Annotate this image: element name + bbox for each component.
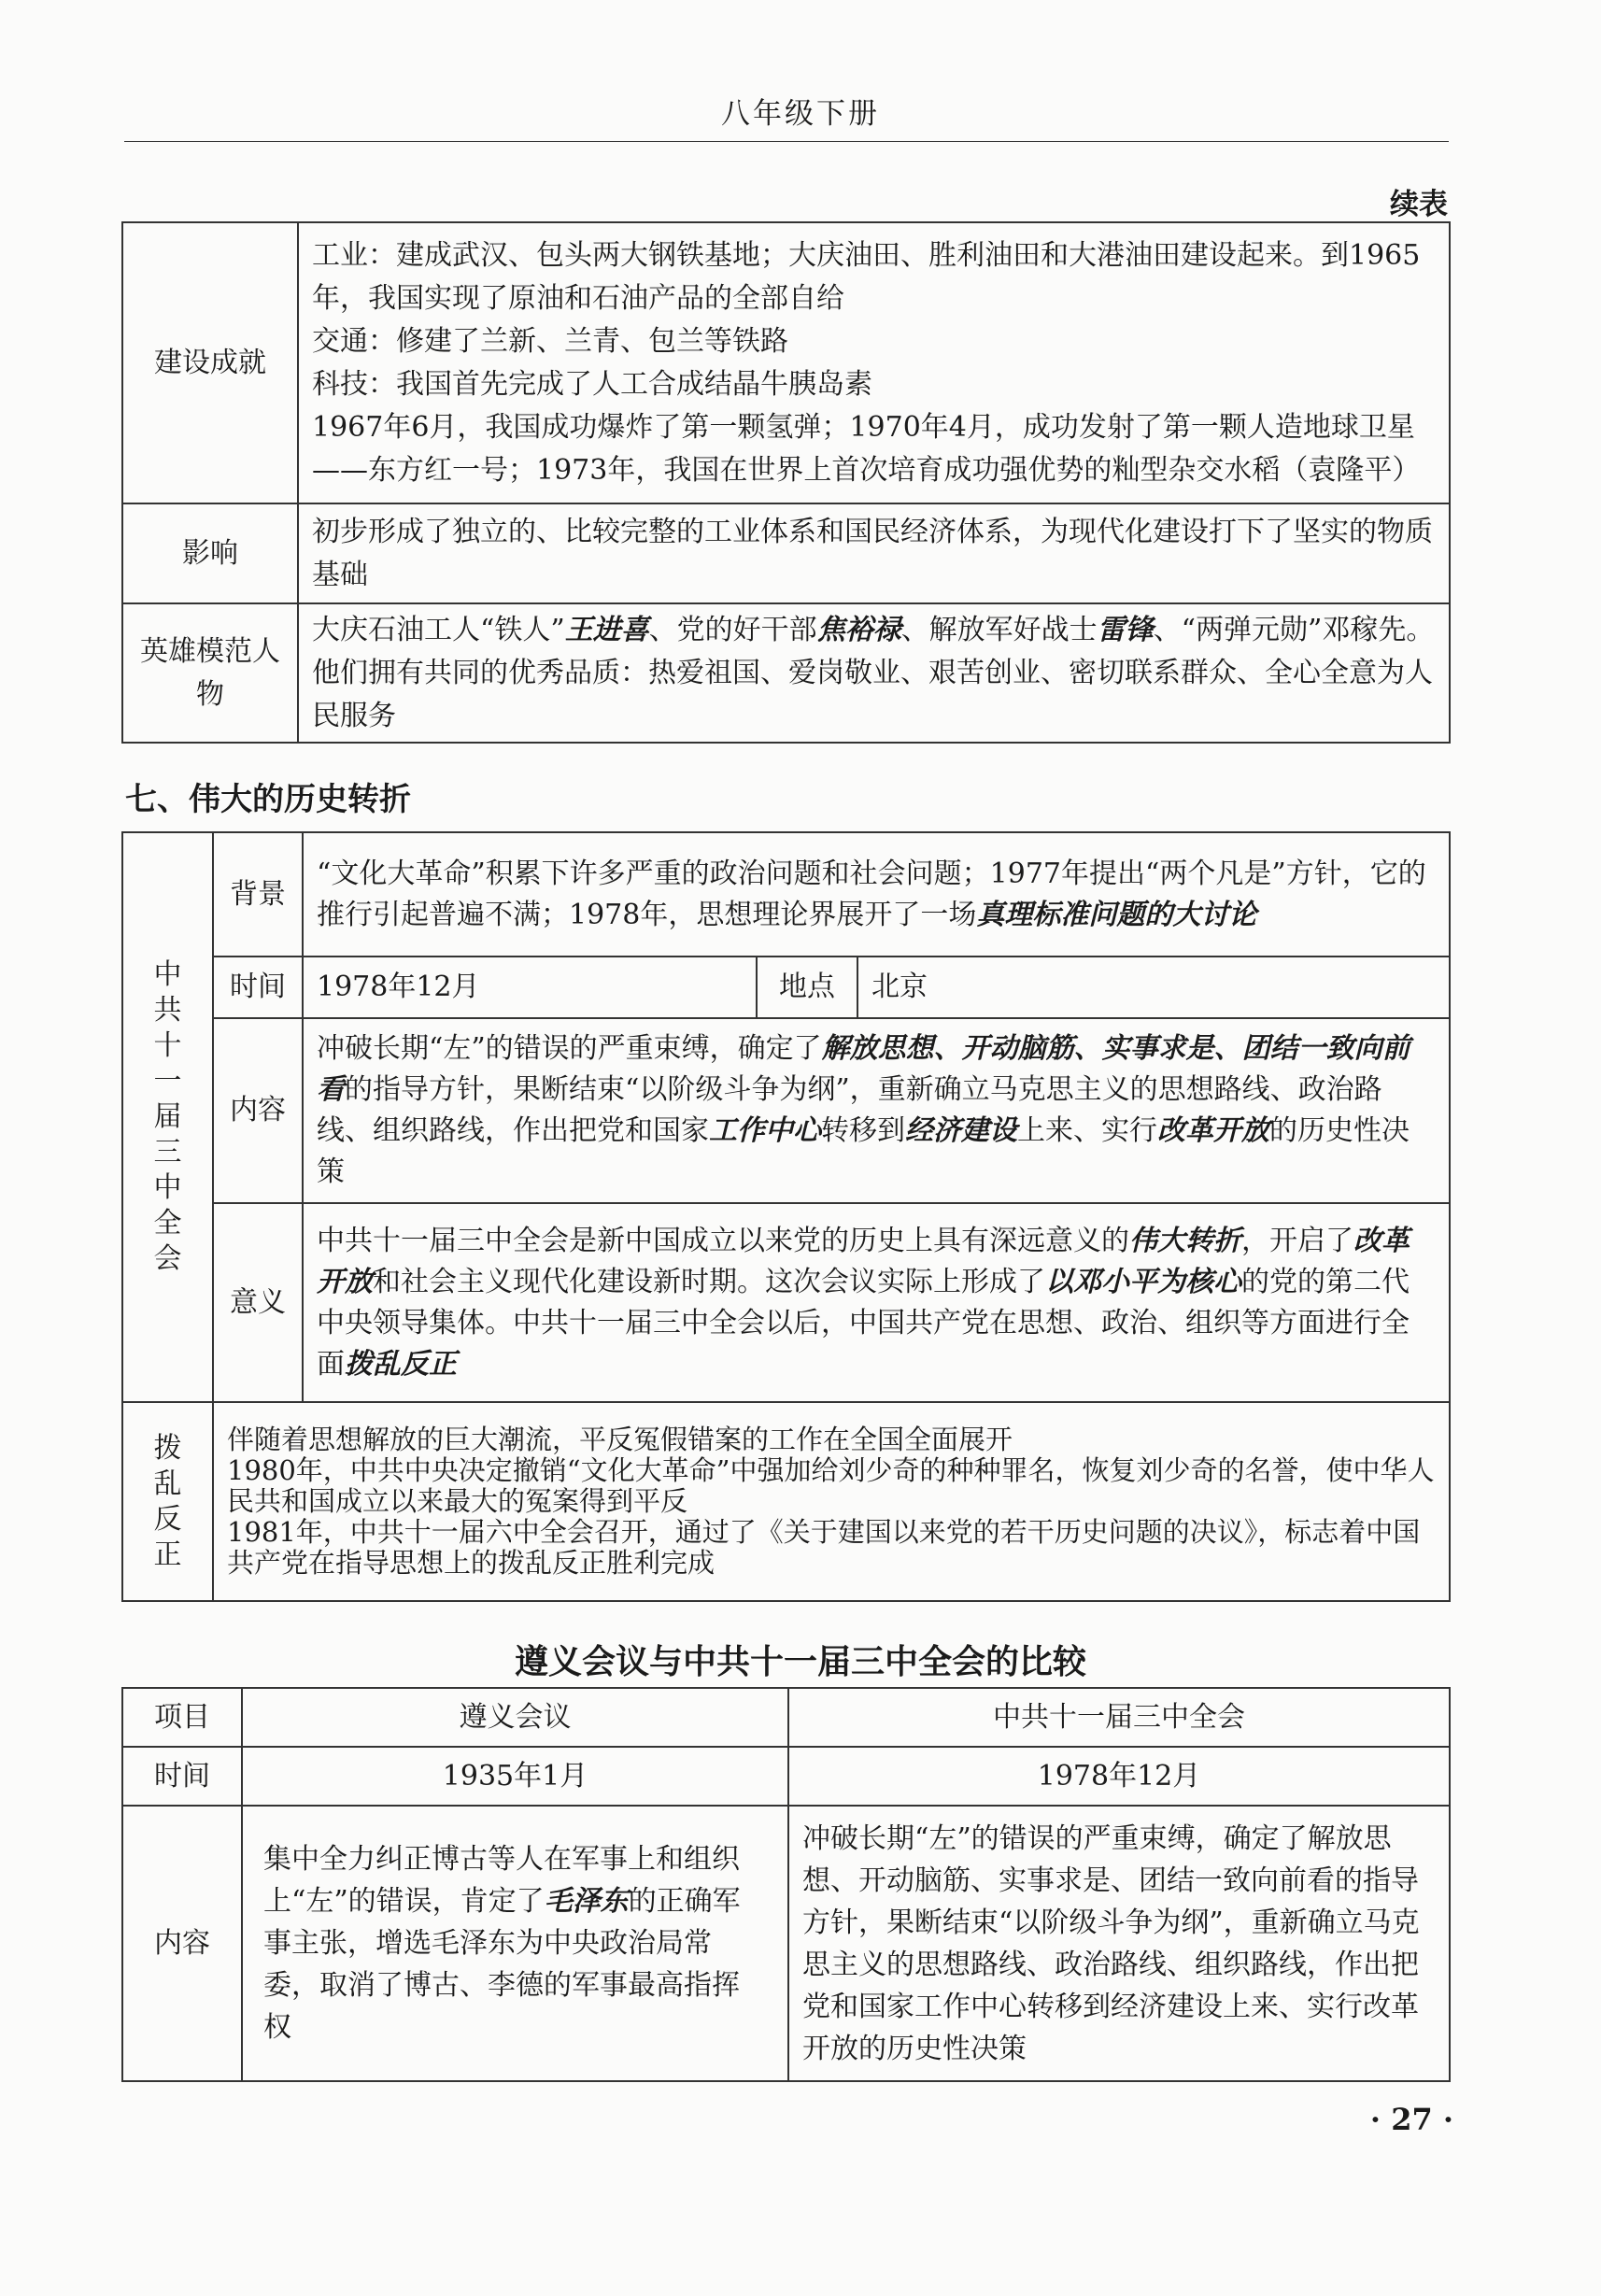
- continued-label: 续表: [1390, 188, 1448, 221]
- comparison-title: 遵义会议与中共十一届三中全会的比较: [514, 1643, 1086, 1681]
- column-header: 遵义会议: [242, 1688, 788, 1747]
- key-term: 经济建设: [905, 1114, 1017, 1147]
- achievement-science: 科技：我国首先完成了人工合成结晶牛胰岛素: [312, 367, 872, 401]
- zunyi-content: 集中全力纠正博古等人在军事上和组织上“左”的错误，肯定了毛泽东的正确军事主张，增选毛泽东为中央政治局常委，取消了博古、李德的军事最高指挥权: [242, 1806, 788, 2081]
- place-value: 北京: [857, 957, 1450, 1018]
- key-term: 王进喜: [564, 613, 649, 646]
- table-row: [122, 222, 1450, 503]
- table-header-row: [122, 1688, 1450, 1747]
- zunyi-time: 1935年1月: [242, 1747, 788, 1806]
- historical-turning-table: [121, 831, 1451, 1602]
- key-term: 以邓小平为核心: [1045, 1265, 1241, 1298]
- section-title: 七、伟大的历史转折: [125, 781, 411, 818]
- achievements-content: [298, 222, 1450, 503]
- key-term: 真理标准问题的大讨论: [976, 898, 1257, 931]
- group-label-third-plenum: [122, 832, 213, 1402]
- key-term: 伟大转折: [1129, 1224, 1241, 1257]
- key-term: 工作中心: [709, 1114, 821, 1147]
- achievement-transport: 交通：修建了兰新、兰青、包兰等铁路: [312, 324, 788, 358]
- column-header: 项目: [122, 1688, 242, 1747]
- key-term: 焦裕禄: [816, 613, 901, 646]
- boluan-line: 伴随着思想解放的巨大潮流，平反冤假错案的工作在全国全面展开: [227, 1424, 1013, 1455]
- key-term: 毛泽东: [544, 1885, 629, 1918]
- boluan-line: 1981年，中共十一届六中全会召开，通过了《关于建国以来党的若干历史问题的决议》，标志着中国共产党在指导思想上的拨乱反正胜利完成: [227, 1516, 1421, 1579]
- table-row: [122, 1203, 1450, 1402]
- achievement-industry: 工业：建成武汉、包头两大钢铁基地；大庆油田、胜利油田和大港油田建设起来。到1965年，我国实现了原油和石油产品的全部自给: [312, 238, 1421, 315]
- vertical-label: 拨 乱 反 正: [153, 1431, 182, 1571]
- column-header: 中共十一届三中全会: [788, 1688, 1450, 1747]
- influence-content: 初步形成了独立的、比较完整的工业体系和国民经济体系，为现代化建设打下了坚实的物质基础: [298, 503, 1450, 603]
- construction-achievements-table: [121, 221, 1451, 744]
- row-label-heroes: 英雄模范人物: [122, 603, 298, 743]
- row-label-significance: 意义: [213, 1203, 303, 1402]
- row-label-time: 时间: [213, 957, 303, 1018]
- third-plenum-content: 冲破长期“左”的错误的严重束缚，确定了解放思想、开动脑筋、实事求是、团结一致向前看的指导方针，果断结束“以阶级斗争为纲”，重新确立马克思主义的思想路线、政治路线、组织路线，作出把党和国家工作中心转移到经济建设上来、实行改革开放的历史性决策: [788, 1806, 1450, 2081]
- row-label-background: 背景: [213, 832, 303, 957]
- key-term: 雷锋: [1097, 613, 1154, 646]
- key-term: 改革开放: [317, 1224, 1410, 1298]
- significance-text: 中共十一届三中全会是新中国成立以来党的历史上具有深远意义的伟大转折，开启了改革开放和社会主义现代化建设新时期。这次会议实际上形成了以邓小平为核心的党的第二代中央领导集体。中共十一届三中全会以后，中国共产党在思想、政治、组织等方面进行全面拨乱反正: [303, 1203, 1450, 1402]
- row-label-influence: 影响: [122, 503, 298, 603]
- time-value: 1978年12月: [303, 957, 757, 1018]
- row-label-time: 时间: [122, 1747, 242, 1806]
- table-row: [122, 1747, 1450, 1806]
- achievement-defense: 1967年6月，我国成功爆炸了第一颗氢弹；1970年4月，成功发射了第一颗人造地球卫星——东方红一号；1973年，我国在世界上首次培育成功强优势的籼型杂交水稻（袁隆平）: [312, 410, 1421, 487]
- header-rule: [124, 141, 1449, 142]
- row-label-achievements: 建设成就: [122, 222, 298, 503]
- row-label-content: 内容: [213, 1018, 303, 1203]
- row-label-content: 内容: [122, 1806, 242, 2081]
- place-label: 地点: [757, 957, 857, 1018]
- page-number: · 27 ·: [1369, 2102, 1453, 2137]
- comparison-table: [121, 1687, 1451, 2082]
- third-plenum-time: 1978年12月: [788, 1747, 1450, 1806]
- boluan-line: 1980年，中共中央决定撤销“文化大革命”中强加给刘少奇的种种罪名，恢复刘少奇的名誉，使中华人民共和国成立以来最大的冤案得到平反: [227, 1454, 1435, 1517]
- table-row: [122, 1806, 1450, 2081]
- table-row: [122, 1018, 1450, 1203]
- content-text: 冲破长期“左”的错误的严重束缚，确定了解放思想、开动脑筋、实事求是、团结一致向前看的指导方针，果断结束“以阶级斗争为纲”，重新确立马克思主义的思想路线、政治路线、组织路线，作出把党和国家工作中心转移到经济建设上来、实行改革开放的历史性决策: [303, 1018, 1450, 1203]
- table-row: [122, 957, 1450, 1018]
- background-content: “文化大革命”积累下许多严重的政治问题和社会问题；1977年提出“两个凡是”方针，它的推行引起普遍不满；1978年，思想理论界展开了一场真理标准问题的大讨论: [303, 832, 1450, 957]
- key-term: 解放思想、开动脑筋、实事求是、团结一致向前看: [317, 1032, 1410, 1106]
- table-row: [122, 503, 1450, 603]
- table-row: [122, 832, 1450, 957]
- row-label-boluan: [122, 1402, 213, 1601]
- key-term: 改革开放: [1157, 1114, 1269, 1147]
- heroes-content: 大庆石油工人“铁人”王进喜、党的好干部焦裕禄、解放军好战士雷锋、“两弹元勋”邓稼先。他们拥有共同的优秀品质：热爱祖国、爱岗敬业、艰苦创业、密切联系群众、全心全意为人民服务: [298, 603, 1450, 743]
- table-row: [122, 1402, 1450, 1601]
- page-header-title: 八年级下册: [721, 97, 880, 131]
- table-row: [122, 603, 1450, 743]
- key-term: 拨乱反正: [345, 1347, 457, 1381]
- vertical-label: 中 共 十 一 届 三 中 全 会: [153, 958, 182, 1275]
- boluan-content: [213, 1402, 1450, 1601]
